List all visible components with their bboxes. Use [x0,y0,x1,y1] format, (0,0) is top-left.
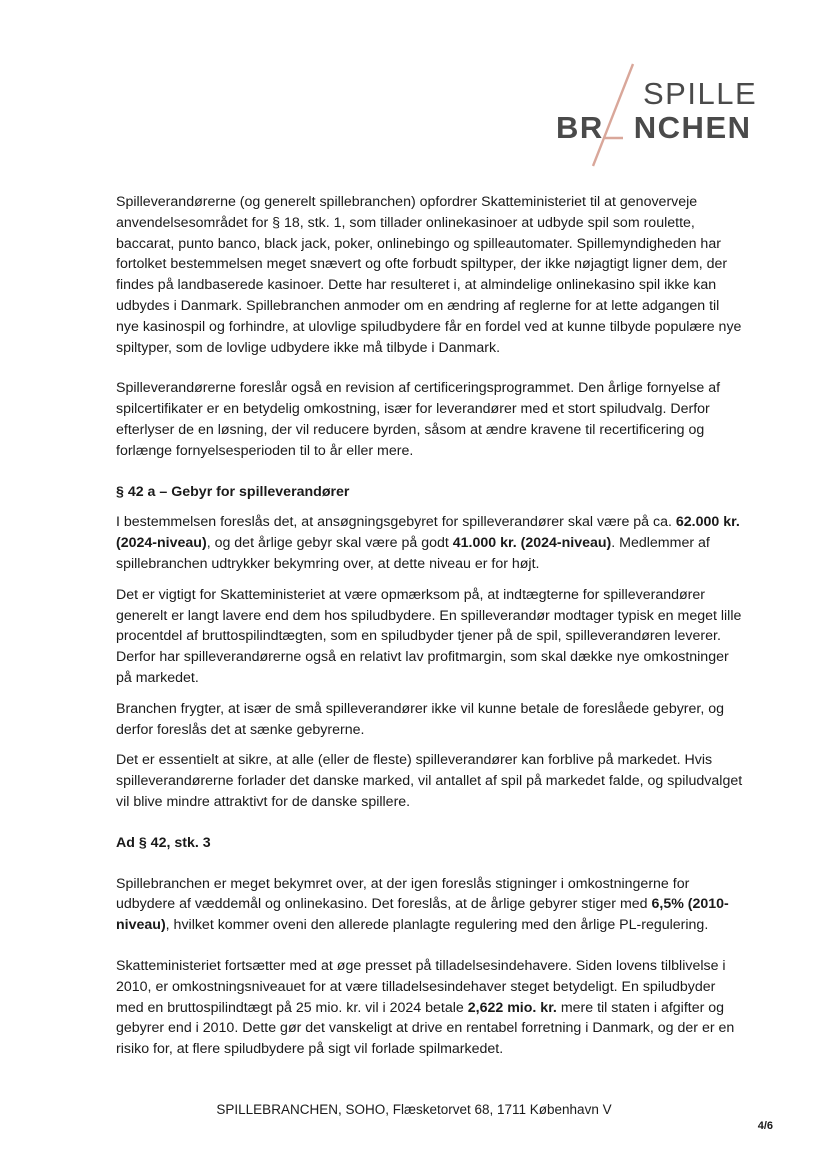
footer-address: SPILLEBRANCHEN, SOHO, Flæsketorvet 68, 1711 København V [216,1102,612,1117]
document-body [116,192,746,1060]
paragraph-3: I bestemmelsen foreslås det, at ansøgningsgebyret for spilleverandører skal være på ca. 62.000 kr. (2024-niveau), og det årlige gebyr skal være på godt 41.000 kr. (2024-niveau). Medlemmer af spillebranchen udtrykker bekymring over, at dette niveau er for højt. [116,514,740,572]
spillebranchen-logo [555,62,758,170]
paragraph-2: Spilleverandørerne foreslår også en revision af certificeringsprogrammet. Den årlige fornyelse af spilcertifikater er en betydelig omkostning, især for leverandører med et stort spiludvalg. Derfor efterlyser de en løsning, der vil reducere byrden, såsom at ændre kravene til recertificering og forlænge fornyelsesperioden til to år eller mere. [116,380,721,459]
logo-text-nchen: NCHEN [633,110,752,145]
fee-increase-percent: 6,5% (2010-niveau) [116,896,729,934]
paragraph-6: Det er essentielt at sikre, at alle (eller de fleste) spilleverandører kan forblive på markedet. Hvis spilleverandørerne forlader det danske marked, vil antallet af spil på markedet falde, og spiludvalget vil blive mindre attraktivt for de danske spillere. [116,752,743,810]
paragraph-8: Skatteministeriet fortsætter med at øge presset på tilladelsesindehavere. Siden lovens tilblivelse i 2010, er omkostningsniveauet for at være tilladelsesindehaver steget betydeligt. En spiludbyder med en bruttospilindtægt på 25 mio. kr. vil i 2024 betale 2,622 mio. kr. mere til staten i afgifter og gebyrer end i 2010. Dette gør det vanskeligt at drive en rentabel forretning i Danmark, og der er en risiko for, at flere spiludbydere på sigt vil forlade spilmarkedet. [116,957,735,1058]
paragraph-4: Det er vigtigt for Skatteministeriet at være opmærksom på, at indtægterne for spilleverandører generelt er langt lavere end dem hos spiludbydere. En spilleverandør modtager typisk en meget lille procentdel af bruttospilindtægten, som en spiludbyder tjener på de spil, spilleverandøren leverer. Derfor har spilleverandørerne også en relativt lav profitmargin, som skal dække nye omkostninger på markedet. [116,586,742,686]
extra-cost-amount: 2,622 mio. kr. [467,999,557,1016]
logo-text-br: BR [556,110,604,145]
section-heading-42-stk3: Ad § 42, stk. 3 [116,834,211,851]
paragraph-7: Spillebranchen er meget bekymret over, at der igen foreslås stigninger i omkostningerne for udbydere af væddemål og onlinekasino. Det foreslås, at de årlige gebyrer stiger med 6,5% (2010-niveau), hvilket kommer oveni den allerede planlagte regulering med den årlige PL-regulering. [116,875,729,934]
fee-annual-amount: 41.000 kr. (2024-niveau) [452,535,612,552]
paragraph-5: Branchen frygter, at især de små spilleverandører ikke vil kunne betale de foreslåede gebyrer, og derfor foreslås det at sænke gebyrerne. [116,700,725,738]
logo-text-spille: SPILLE [643,76,758,111]
paragraph-1: Spilleverandørerne (og generelt spillebranchen) opfordrer Skatteministeriet til at genoverveje anvendelsesområdet for § 18, stk. 1, som tillader onlinekasinoer at udbyde spil som roulette, baccarat, punto banco, black jack, poker, onlinebingo og spilleautomater. Spillemyndigheden har fortolket bestemmelsen meget snævert og ofte forbudt spiltyper, der ikke nøjagtigt ligner dem, der findes på landbaserede kasinoer. Dette har resulteret i, at almindelige onlinekasino spil ikke kan udbydes i Danmark. Spillebranchen anmoder om en ændring af reglerne for at lette adgangen til nye kasinospil og forhindre, at ulovlige spiludbydere får en fordel ved at kunne tilbyde populære nye spiltyper, som de lovlige udbydere ikke må tilbyde i Danmark. [116,194,742,356]
fee-application-amount: 62.000 kr. (2024-niveau) [116,514,740,552]
section-heading-42a: § 42 a – Gebyr for spilleverandører [116,483,350,500]
logo-text-branchen [556,112,752,143]
page-number: 4/6 [757,1120,773,1132]
